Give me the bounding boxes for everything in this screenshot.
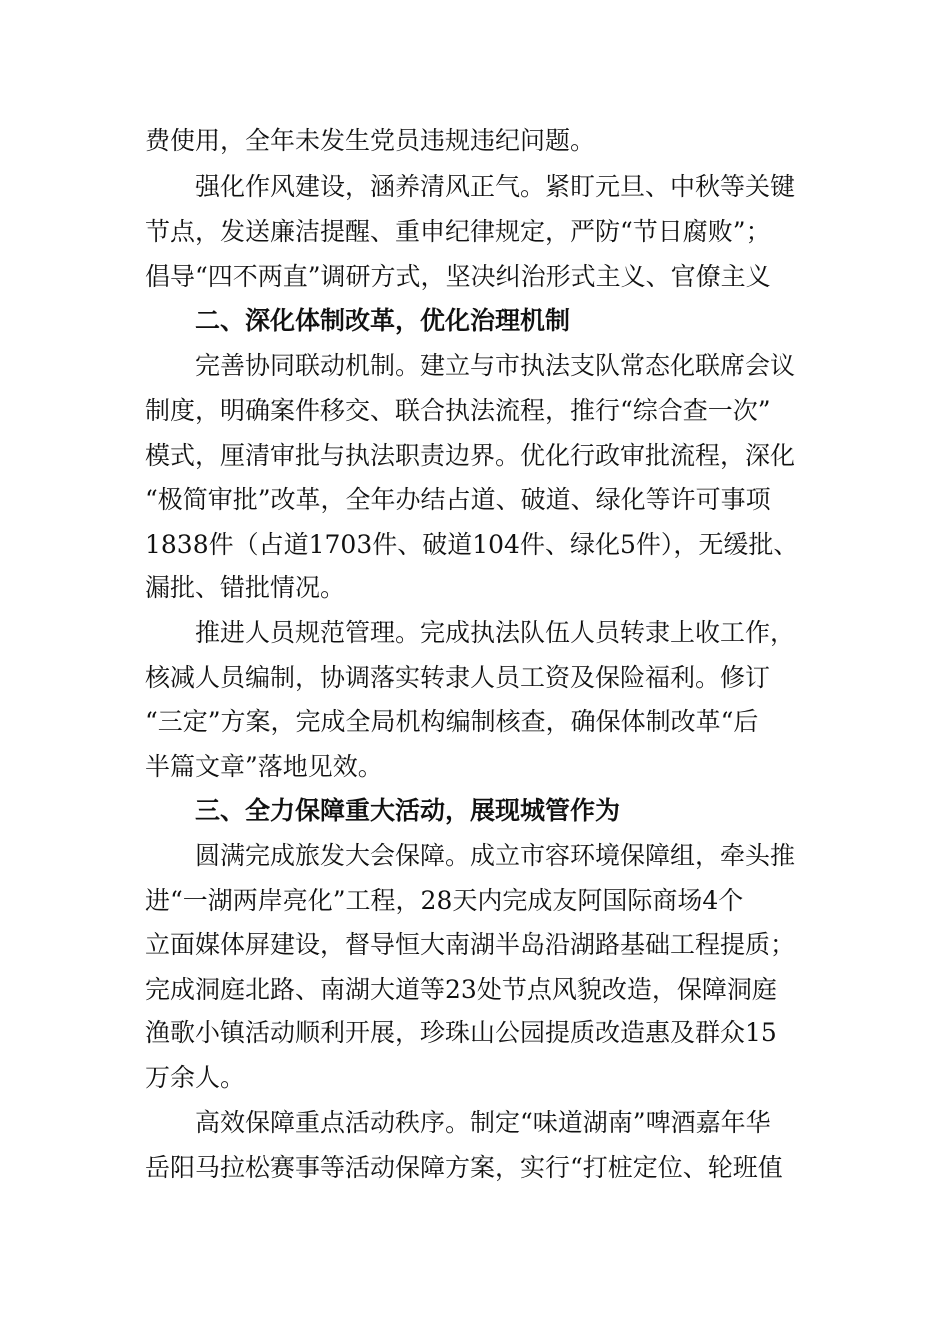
text-line bbox=[0, 478, 950, 522]
paragraph-first-line bbox=[0, 834, 950, 878]
line-text: 完善协同联动机制。建立与市执法支队常态化联席会议 bbox=[195, 351, 796, 380]
text-line bbox=[0, 1056, 950, 1100]
text-line bbox=[0, 700, 950, 744]
line-text: 推进人员规范管理。完成执法队伍人员转隶上收工作， bbox=[195, 618, 796, 647]
paragraph-first-line bbox=[0, 344, 950, 388]
line-text: 核减人员编制，协调落实转隶人员工资及保险福利。修订 bbox=[145, 663, 771, 692]
text-line bbox=[0, 968, 950, 1012]
line-text: 模式，厘清审批与执法职责边界。优化行政审批流程，深化 bbox=[145, 441, 796, 470]
line-text: 万余人。 bbox=[145, 1063, 246, 1092]
line-text: 圆满完成旅发大会保障。成立市容环境保障组，牵头推 bbox=[195, 841, 796, 870]
text-line bbox=[0, 1146, 950, 1190]
line-text: “三定”方案，完成全局机构编制核查，确保体制改革“后 bbox=[145, 707, 759, 736]
line-text: 立面媒体屏建设，督导恒大南湖半岛沿湖路基础工程提质； bbox=[145, 930, 796, 959]
paragraph-first-line bbox=[0, 611, 950, 655]
line-text: 漏批、错批情况。 bbox=[145, 573, 346, 602]
line-text: 节点，发送廉洁提醒、重申纪律规定，严防“节日腐败”； bbox=[145, 217, 771, 246]
line-text: 完成洞庭北路、南湖大道等23处节点风貌改造，保障洞庭 bbox=[145, 975, 777, 1004]
line-text: 半篇文章”落地见效。 bbox=[145, 752, 383, 781]
text-line bbox=[0, 389, 950, 433]
line-text: “极简审批”改革，全年办结占道、破道、绿化等许可事项 bbox=[145, 485, 771, 514]
line-text: 费使用，全年未发生党员违规违纪问题。 bbox=[145, 126, 596, 155]
line-text: 制度，明确案件移交、联合执法流程，推行“综合查一次” bbox=[145, 396, 771, 425]
text-line bbox=[0, 1011, 950, 1055]
text-line bbox=[0, 879, 950, 923]
text-line bbox=[0, 566, 950, 610]
text-line bbox=[0, 434, 950, 478]
text-line bbox=[0, 119, 950, 163]
line-text: 进“一湖两岸亮化”工程，28天内完成友阿国际商场4个 bbox=[145, 886, 744, 915]
paragraph-first-line bbox=[0, 165, 950, 209]
text-line bbox=[0, 255, 950, 299]
line-text: 1838件（占道1703件、破道104件、绿化5件），无缓批、 bbox=[145, 530, 799, 559]
text-line bbox=[0, 210, 950, 254]
section-heading bbox=[0, 299, 950, 343]
line-text: 渔歌小镇活动顺利开展，珍珠山公园提质改造惠及群众15 bbox=[145, 1018, 777, 1047]
section-heading-text: 二、深化体制改革，优化治理机制 bbox=[195, 306, 571, 335]
text-line bbox=[0, 745, 950, 789]
text-line bbox=[0, 656, 950, 700]
line-text: 岳阳马拉松赛事等活动保障方案，实行“打桩定位、轮班值 bbox=[145, 1153, 783, 1182]
line-text: 高效保障重点活动秩序。制定“味道湖南”啤酒嘉年华 bbox=[195, 1108, 771, 1137]
text-line bbox=[0, 523, 950, 567]
section-heading-text: 三、全力保障重大活动，展现城管作为 bbox=[195, 796, 621, 825]
section-heading bbox=[0, 789, 950, 833]
line-text: 倡导“四不两直”调研方式，坚决纠治形式主义、官僚主义 bbox=[145, 262, 771, 291]
line-text: 强化作风建设，涵养清风正气。紧盯元旦、中秋等关键 bbox=[195, 172, 796, 201]
text-line bbox=[0, 923, 950, 967]
paragraph-first-line bbox=[0, 1101, 950, 1145]
